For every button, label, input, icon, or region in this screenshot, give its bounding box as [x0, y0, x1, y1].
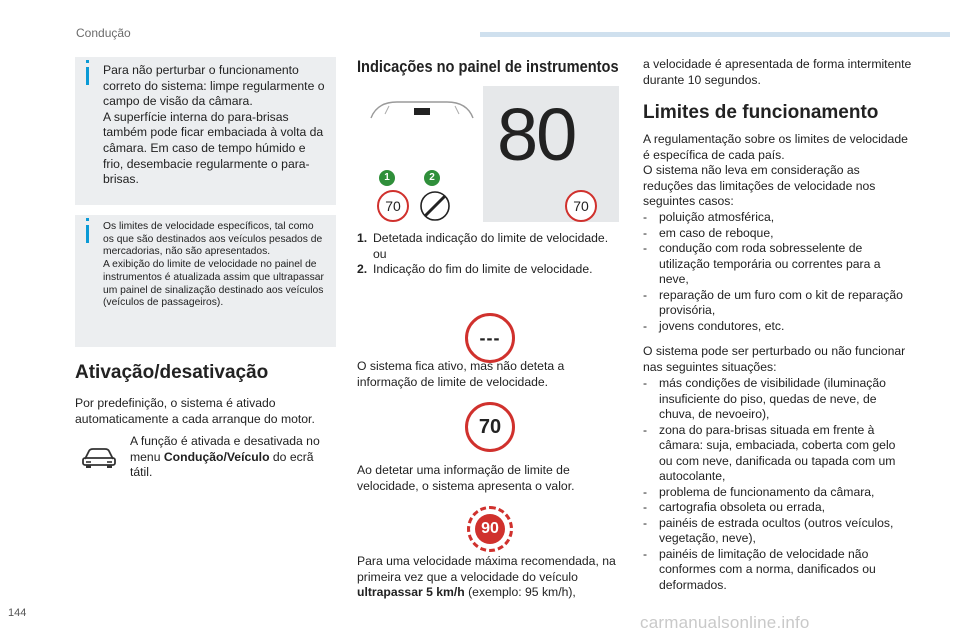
info-box-limits [75, 215, 336, 347]
speed-display-panel [483, 86, 619, 222]
function-text [130, 434, 335, 481]
list-item: - painéis de estrada ocultos (outros veículos, vegetação, neve), [643, 516, 911, 547]
sign-recommended [467, 506, 513, 552]
function-text-post: do ecrã tátil. [130, 449, 314, 479]
list-item: - poluição atmosférica, [643, 210, 911, 226]
sign-unknown [465, 313, 515, 363]
watermark: carmanualsonline.info [640, 613, 810, 632]
callout-badge-1: 1 [379, 170, 395, 186]
page-number: 144 [8, 607, 27, 619]
activation-text: Por predefinição, o sistema é ativado automaticamente a cada arranque do motor. [75, 396, 315, 426]
limit-sign-left-value: 70 [385, 198, 401, 214]
list-item: - reparação de um furo com o kit de reparação provisória, [643, 288, 911, 319]
callout-badge-2: 2 [424, 170, 440, 186]
disturbance-list [643, 376, 911, 593]
instrument-cluster [357, 86, 619, 222]
legend-num-2: 2. [357, 262, 368, 276]
text-recommended-pre: Para uma velocidade máxima recomendada, na primeira vez que a velocidade do veículo [357, 554, 616, 584]
legend-item-1-extra: ou [373, 246, 387, 261]
disturbance-text: O sistema pode ser perturbado ou não funcionar nas seguintes situações: [643, 344, 906, 374]
list-item: - jovens condutores, etc. [643, 319, 911, 335]
limit-sign-right [565, 190, 597, 222]
car-icon [81, 445, 117, 469]
list-item: - problema de funcionamento da câmara, [643, 485, 911, 501]
legend-item-1 [357, 231, 622, 247]
limits-list [643, 210, 911, 334]
menu-path: Condução/Veículo [163, 449, 270, 464]
intro-text: a velocidade é apresentada de forma intermitente durante 10 segundos. [643, 57, 912, 87]
header-bar [480, 32, 950, 37]
sign-detected-value: 70 [478, 416, 502, 438]
list-item: - más condições de visibilidade (iluminação insuficiente do piso, quedas de neve, de chuva, de nevoeiro), [643, 376, 911, 423]
text-recommended [357, 554, 619, 601]
list-item: - cartografia obsoleta ou errada, [643, 500, 911, 516]
info-icon [86, 67, 89, 85]
text-recommended-post: (exemplo: 95 km/h), [464, 585, 576, 599]
sign-detected [465, 402, 515, 452]
limit-sign-right-value: 70 [573, 198, 589, 214]
limit-sign-left [377, 190, 409, 222]
instruments-heading: Indicações no painel de instrumentos [357, 57, 619, 76]
speed-value: 80 [497, 93, 576, 176]
limits-heading: Limites de funcionamento [643, 102, 879, 123]
sign-recommended-value: 90 [475, 514, 505, 544]
cluster-top-display [367, 98, 477, 124]
text-detected: Ao detetar uma informação de limite de velocidade, o sistema apresenta o valor. [357, 463, 575, 493]
legend-text-1: Detetada indicação do limite de velocidade. [373, 231, 609, 245]
activation-heading: Ativação/desativação [75, 362, 269, 383]
text-unknown: O sistema fica ativo, mas não deteta a informação de limite de velocidade. [357, 359, 565, 389]
sign-unknown-value: --- [479, 328, 501, 348]
legend-list [357, 231, 622, 278]
end-of-limit-icon [419, 190, 451, 222]
info-icon [86, 225, 89, 243]
info-note-camera: Para não perturbar o funcionamento correto do sistema: limpe regularmente o campo de visão da câmara. A superfície interna do para-brisas também pode ficar embaciada à volta da câmara. Em caso de tempo húmido e frio, desembacie regularmente o para-brisas. [103, 63, 325, 187]
limits-text: A regulamentação sobre os limites de velocidade é específica de cada país. O sistema não leva em consideração as reduções das limitações de velocidade nos seguintes casos: [643, 132, 908, 208]
text-recommended-bold: ultrapassar 5 km/h [357, 585, 465, 599]
info-box-camera [75, 57, 336, 205]
info-note-limits: Os limites de velocidade específicos, tal como os que são destinados aos veículos pesados de mercadorias, não são apresentados. A exibição do limite de velocidade no painel de instrumentos é atualizada assim que ultrapassar um painel de sinalização destinado aos veículos (veículos de passageiros). [103, 221, 324, 309]
section-title: Condução [76, 26, 131, 40]
list-item: - em caso de reboque, [643, 226, 911, 242]
legend-text-2: Indicação do fim do limite de velocidade. [373, 262, 593, 276]
legend-item-2 [357, 262, 622, 278]
list-item: - zona do para-brisas situada em frente à câmara: suja, embaciada, coberta com gelo ou com neve, danificada ou tapada com um autocolante, [643, 423, 911, 485]
function-text-pre: A função é ativada e desativada no menu [130, 434, 320, 464]
list-item: - painéis de limitação de velocidade não conformes com a norma, danificados ou deformados. [643, 547, 911, 594]
list-item: - condução com roda sobresselente de utilização temporária ou correntes para a neve, [643, 241, 911, 288]
legend-num-1: 1. [357, 231, 368, 245]
